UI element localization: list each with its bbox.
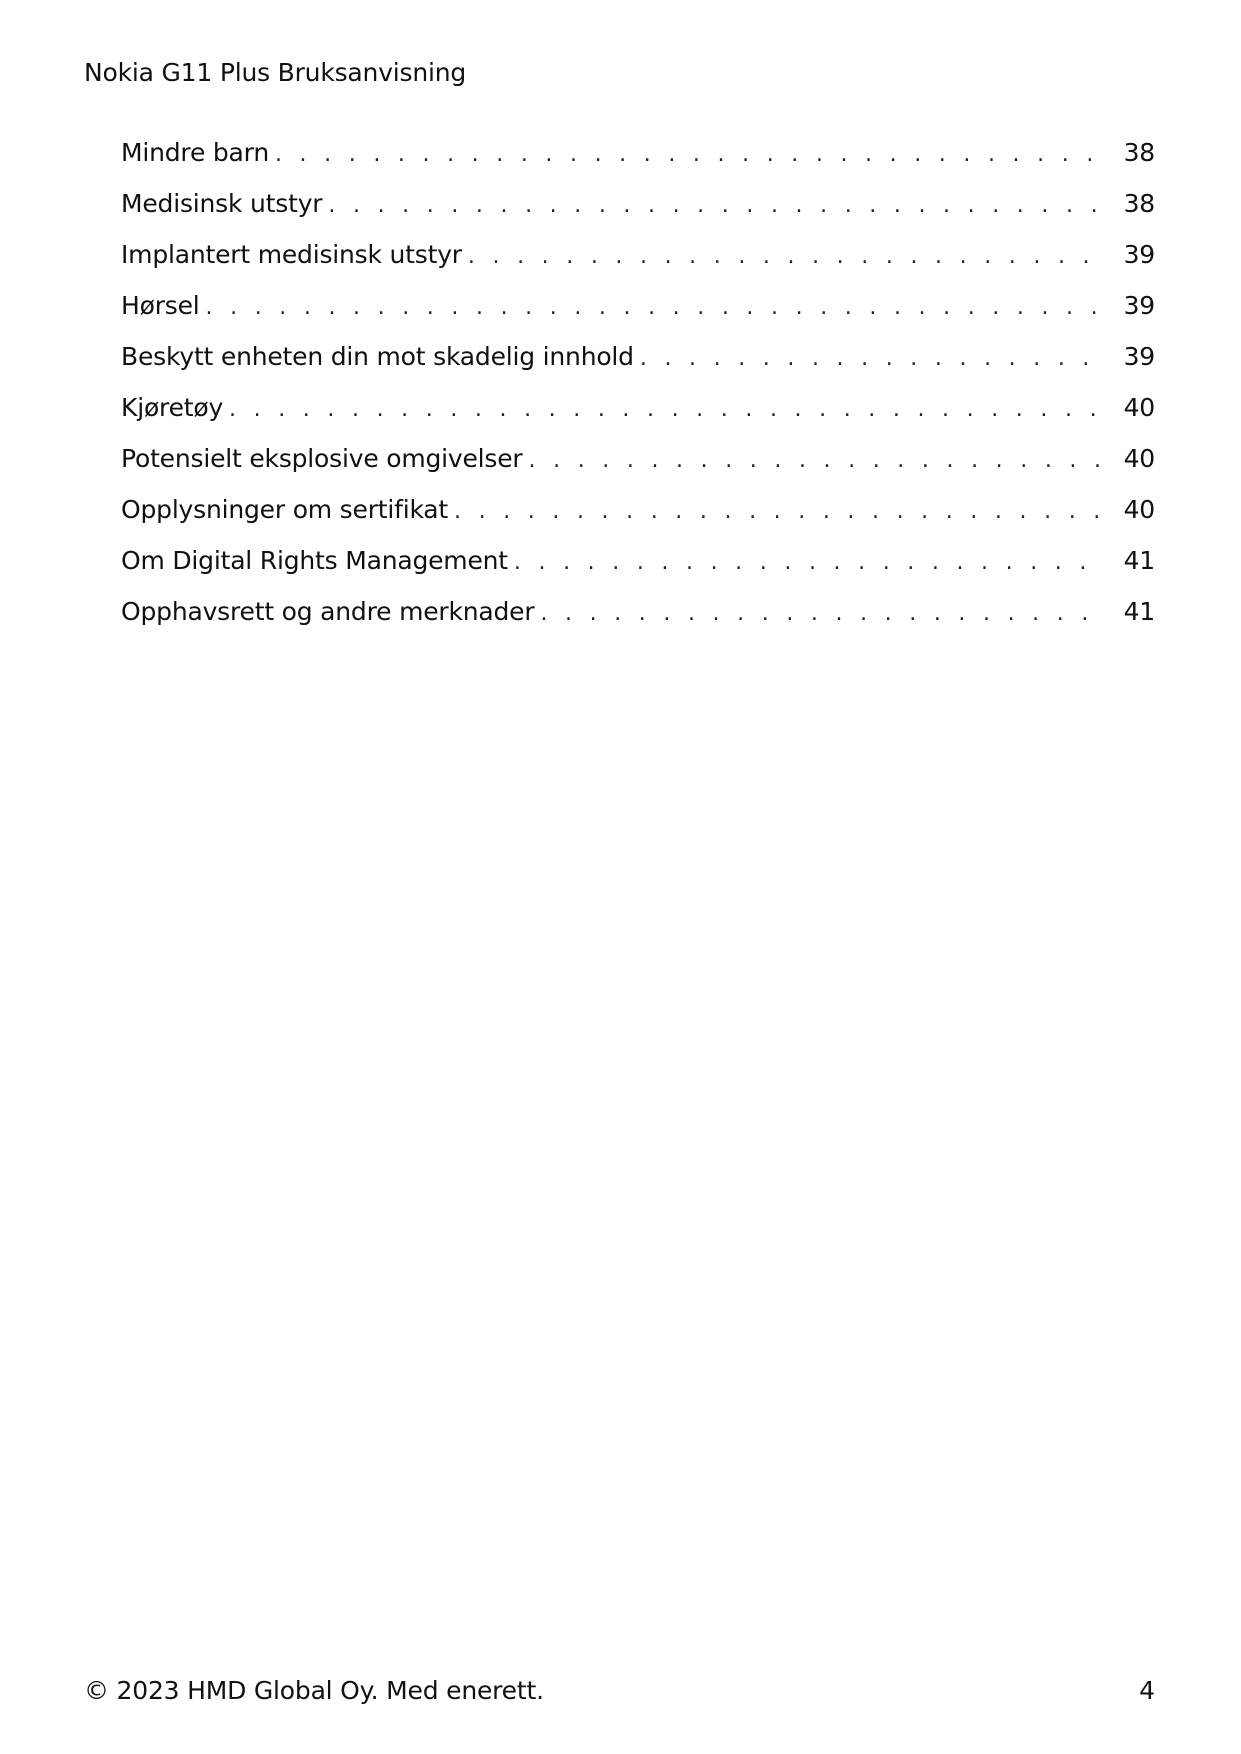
toc-entry-page: 39 <box>1123 240 1155 269</box>
toc-entry-potensielt-eksplosive[interactable] <box>121 444 1155 495</box>
toc-dot-leader <box>468 242 1099 272</box>
toc-entry-title: Opphavsrett og andre merknader <box>121 597 535 626</box>
toc-entry-beskytt-enheten[interactable] <box>121 342 1155 393</box>
toc-entry-page: 38 <box>1123 138 1155 167</box>
toc-entry-digital-rights[interactable] <box>121 546 1155 597</box>
toc-entry-title: Mindre barn <box>121 138 269 167</box>
toc-dot-leader <box>275 140 1099 170</box>
toc-dot-leader <box>640 344 1099 374</box>
toc-entry-page: 40 <box>1123 393 1155 422</box>
toc-entry-title: Implantert medisinsk utstyr <box>121 240 462 269</box>
toc-dot-leader <box>529 446 1099 476</box>
toc-entry-title: Om Digital Rights Management <box>121 546 508 575</box>
toc-entry-title: Beskytt enheten din mot skadelig innhold <box>121 342 634 371</box>
toc-entry-mindre-barn[interactable] <box>121 138 1155 189</box>
toc-entry-title: Opplysninger om sertifikat <box>121 495 449 524</box>
footer-page-number: 4 <box>1139 1676 1155 1705</box>
toc-entry-implantert-medisinsk-utstyr[interactable] <box>121 240 1155 291</box>
toc-entry-page: 39 <box>1123 342 1155 371</box>
footer-copyright: © 2023 HMD Global Oy. Med enerett. <box>84 1676 544 1705</box>
toc-entry-title: Hørsel <box>121 291 200 320</box>
toc-entry-opphavsrett[interactable] <box>121 597 1155 648</box>
toc-entry-page: 39 <box>1123 291 1155 320</box>
toc-entry-medisinsk-utstyr[interactable] <box>121 189 1155 240</box>
toc-entry-title: Medisinsk utstyr <box>121 189 323 218</box>
toc-dot-leader <box>454 497 1099 527</box>
toc-dot-leader <box>328 191 1099 221</box>
toc-entry-opplysninger-sertifikat[interactable] <box>121 495 1155 546</box>
toc-entry-page: 40 <box>1123 444 1155 473</box>
toc-dot-leader <box>229 395 1099 425</box>
toc-entry-page: 38 <box>1123 189 1155 218</box>
toc-entry-title: Kjøretøy <box>121 393 224 422</box>
table-of-contents <box>121 138 1155 648</box>
toc-entry-page: 41 <box>1123 597 1155 626</box>
toc-dot-leader <box>206 293 1099 323</box>
toc-dot-leader <box>514 548 1099 578</box>
toc-entry-page: 41 <box>1123 546 1155 575</box>
toc-entry-page: 40 <box>1123 495 1155 524</box>
toc-entry-title: Potensielt eksplosive omgivelser <box>121 444 523 473</box>
toc-entry-kjoretoy[interactable] <box>121 393 1155 444</box>
document-header-title: Nokia G11 Plus Bruksanvisning <box>84 58 467 87</box>
toc-dot-leader <box>540 599 1099 629</box>
toc-entry-horsel[interactable] <box>121 291 1155 342</box>
